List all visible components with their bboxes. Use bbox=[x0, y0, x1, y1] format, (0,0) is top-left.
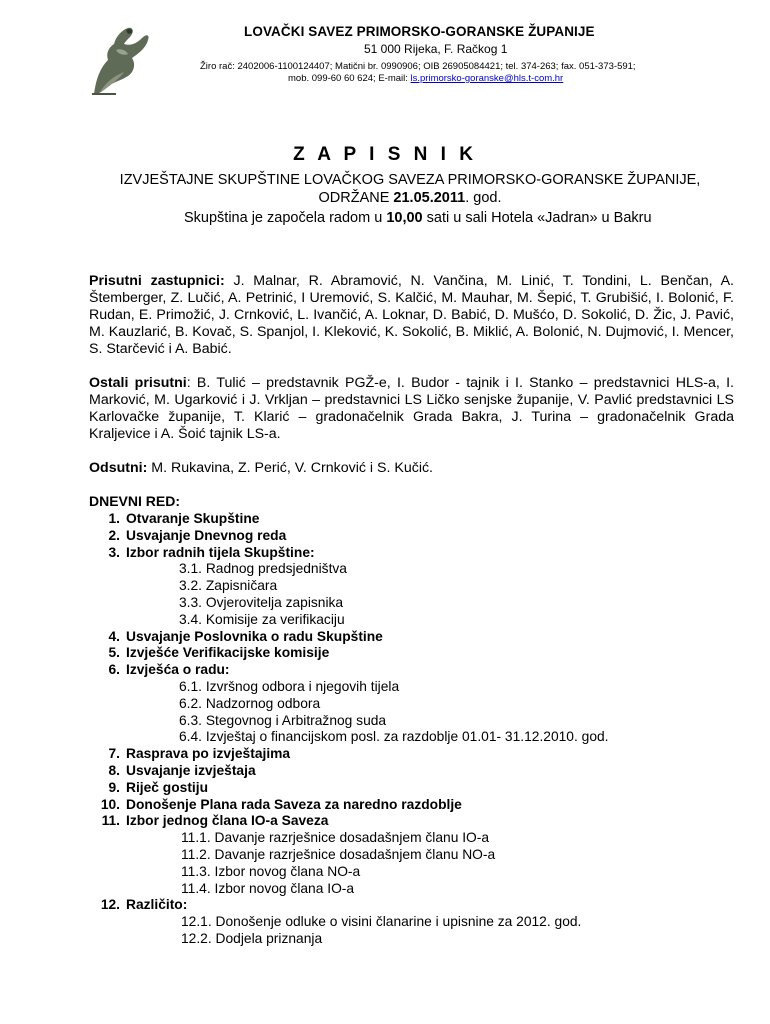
organization-account-line: Žiro rač: 2402006-1100124407; Matični br. 0990906; OIB 26905084421; tel. 374-263; fax. 051-373-591; bbox=[200, 61, 636, 72]
agenda-item-number: 12. bbox=[100, 897, 120, 913]
agenda-item-number: 1. bbox=[108, 511, 120, 526]
agenda-item-number: 10. bbox=[100, 796, 120, 812]
document-title: Z A P I S N I K bbox=[293, 144, 477, 165]
agenda-item-text: 3.1. Radnog predsjedništva bbox=[179, 561, 347, 577]
agenda-item bbox=[98, 779, 208, 796]
organization-address: 51 000 Rijeka, F. Račkog 1 bbox=[364, 42, 508, 56]
agenda-item-text: 6.2. Nadzornog odbora bbox=[179, 695, 321, 711]
agenda-item-number: 11. bbox=[101, 813, 120, 829]
agenda-item bbox=[98, 628, 383, 645]
agenda-item-text: 11.4. Izbor novog člana IO-a bbox=[181, 880, 355, 896]
agenda-item-text: Izbor radnih tijela Skupštine: bbox=[126, 544, 315, 560]
meeting-start-line: Skupština je započela radom u 10,00 sati u sali Hotela «Jadran» u Bakru bbox=[184, 210, 652, 226]
meeting-start-time: 10,00 bbox=[386, 210, 423, 226]
agenda-item bbox=[94, 796, 462, 813]
agenda-item-number: 9. bbox=[108, 779, 120, 795]
agenda-item-number: 2. bbox=[108, 527, 120, 543]
agenda-item bbox=[181, 829, 489, 846]
present-list: J. Malnar, R. Abramović, N. Vančina, M. Linić, T. Tondini, L. Benčan, A. Štemberger, Z. Lučić, A. Petrinić, I Uremović, S. Kalčić, M. Mauhar, M. Šepić, T. Grubišić, I. Bolonić, F. Rudan, E. Primožić, J. Crnković, L. Ivančić, A. Loknar, D. Babić, D. Mušćo, D. Sokolić, D. Žic, J. Pavić, M. Kauzlarić, B. Kovač, S. Spanjol, I. Kleković, K. Sokolić, B. Miklić, A. Bolonić, N. Dujmović, I. Mencer, S. Starčević i A. Babić. bbox=[89, 273, 734, 357]
contact-phone: mob. 099-60 60 624; E-mail: bbox=[288, 73, 411, 84]
agenda-item-text: 6.4. Izvještaj o financijskom posl. za razdoblje 01.01- 31.12.2010. god. bbox=[179, 729, 609, 745]
agenda-item-text: 3.2. Zapisničara bbox=[179, 578, 278, 594]
agenda-item bbox=[98, 510, 259, 527]
agenda-item bbox=[179, 712, 386, 729]
agenda-item-text: 12.1. Donošenje odluke o visini članarine i upisnine za 2012. god. bbox=[181, 914, 582, 930]
agenda-item-text: Usvajanje izvještaja bbox=[126, 763, 256, 778]
agenda-item bbox=[181, 930, 322, 947]
agenda-item bbox=[179, 728, 609, 745]
other-attendees-paragraph bbox=[89, 375, 734, 443]
agenda-item-text: Usvajanje Poslovnika o radu Skupštine bbox=[126, 628, 383, 644]
agenda-item-text: Donošenje Plana rada Saveza za naredno razdoblje bbox=[126, 796, 462, 812]
agenda-item-text: 11.3. Izbor novog člana NO-a bbox=[181, 863, 361, 879]
agenda-item bbox=[98, 527, 286, 544]
agenda-item-text: 3.4. Komisije za verifikaciju bbox=[179, 611, 345, 627]
agenda-item-text: 3.3. Ovjerovitelja zapisnika bbox=[179, 595, 344, 610]
agenda-item bbox=[179, 611, 345, 628]
agenda-item-number: 3. bbox=[108, 544, 120, 560]
agenda-item-text: 12.2. Dodjela priznanja bbox=[181, 931, 323, 946]
capercaillie-logo-icon bbox=[86, 24, 152, 96]
agenda-item-number: 5. bbox=[108, 645, 120, 661]
agenda-item bbox=[98, 661, 230, 678]
agenda-item bbox=[94, 896, 187, 913]
agenda-item bbox=[181, 863, 360, 880]
agenda-item bbox=[181, 913, 581, 930]
agenda-item-text: Izvješće Verifikacijske komisije bbox=[126, 645, 330, 661]
agenda-item-text: Riječ gostiju bbox=[126, 779, 209, 795]
agenda-item bbox=[179, 594, 343, 611]
agenda-item-number: 8. bbox=[108, 763, 120, 778]
absent-label: Odsutni: bbox=[89, 460, 148, 476]
agenda-item-text: 6.3. Stegovnog i Arbitražnog suda bbox=[179, 712, 387, 728]
organization-name: LOVAČKI SAVEZ PRIMORSKO-GORANSKE ŽUPANIJE bbox=[244, 24, 595, 39]
agenda-item bbox=[181, 846, 495, 863]
others-label: Ostali prisutni bbox=[89, 375, 187, 391]
present-delegates-paragraph bbox=[89, 273, 734, 358]
agenda-heading: DNEVNI RED: bbox=[89, 493, 181, 509]
agenda-item-number: 4. bbox=[108, 628, 120, 644]
email-link[interactable]: ls.primorsko-goranske@hls.t-com.hr bbox=[410, 73, 564, 84]
agenda-item bbox=[94, 812, 328, 829]
others-list: : B. Tulić – predstavnik PGŽ-e, I. Budor - tajnik i I. Stanko – predstavnici HLS-a, I. Marković, M. Ugarković i J. Vrkljan – predstavnici LS Ličko senjske županije, V. Pavlić predstavnici LS Karlovačke županije, T. Klarić – gradonačelnik Grada Bakra, J. Turina – gradonačelnik Grada Kraljevice i A. Šoić tajnik LS-a. bbox=[89, 375, 734, 442]
meeting-date-line: ODRŽANE 21.05.2011. god. bbox=[318, 190, 502, 206]
absent-list: M. Rukavina, Z. Perić, V. Crnković i S. Kučić. bbox=[147, 460, 434, 476]
agenda-item bbox=[98, 745, 290, 762]
agenda-item-number: 7. bbox=[108, 746, 120, 762]
agenda-item bbox=[179, 560, 347, 577]
present-label: Prisutni zastupnici: bbox=[89, 273, 225, 289]
agenda-item-number: 6. bbox=[108, 662, 120, 678]
agenda-item bbox=[181, 880, 354, 897]
organization-contact-line bbox=[288, 73, 563, 84]
agenda-item-text: Rasprava po izvještajima bbox=[126, 746, 291, 762]
agenda-item-text: Izbor jednog člana IO-a Saveza bbox=[126, 813, 329, 829]
absent-paragraph bbox=[89, 460, 734, 477]
agenda-item-text: 11.2. Davanje razrješnice dosadašnjem članu NO-a bbox=[181, 847, 496, 862]
agenda-item-text: Izvješća o radu: bbox=[126, 662, 230, 678]
meeting-date: 21.05.2011 bbox=[393, 190, 466, 206]
agenda-item-text: Različito: bbox=[126, 897, 188, 913]
agenda-item-text: 11.1. Davanje razrješnice dosadašnjem članu IO-a bbox=[181, 830, 490, 846]
agenda-item-text: Usvajanje Dnevnog reda bbox=[126, 527, 287, 543]
agenda-item bbox=[98, 762, 256, 779]
document-subtitle: IZVJEŠTAJNE SKUPŠTINE LOVAČKOG SAVEZA PRIMORSKO-GORANSKE ŽUPANIJE, bbox=[119, 172, 701, 188]
agenda-item-text: 6.1. Izvršnog odbora i njegovih tijela bbox=[179, 679, 400, 694]
agenda-item bbox=[98, 544, 315, 561]
agenda-item-text: Otvaranje Skupštine bbox=[126, 511, 260, 526]
agenda-item bbox=[98, 644, 329, 661]
agenda-item bbox=[179, 577, 277, 594]
agenda-item bbox=[179, 695, 320, 712]
agenda-item bbox=[179, 678, 399, 695]
